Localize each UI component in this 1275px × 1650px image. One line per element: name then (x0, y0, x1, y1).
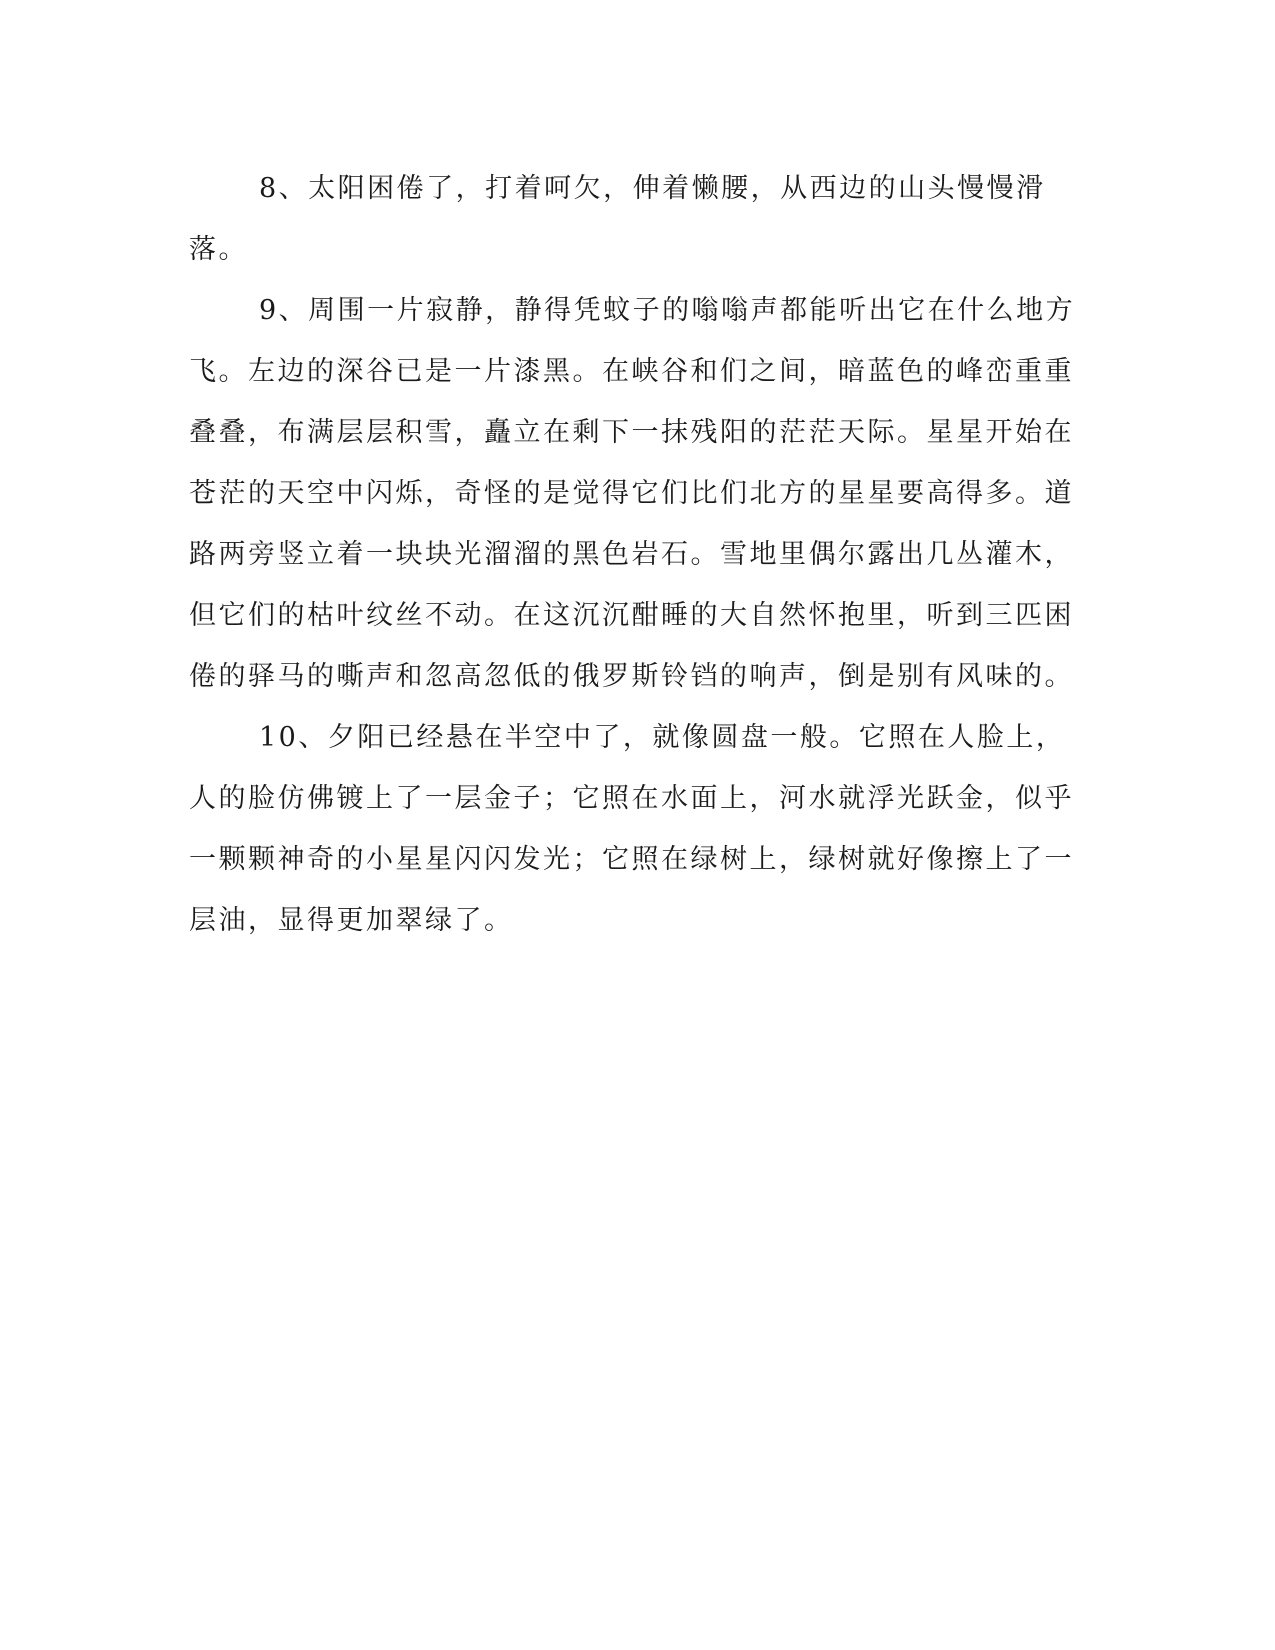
document-body (189, 158, 1089, 951)
paragraph-10: 10、夕阳已经悬在半空中了，就像圆盘一般。它照在人脸上，人的脸仿佛镀上了一层金子；它照在水面上，河水就浮光跃金，似乎一颗颗神奇的小星星闪闪发光；它照在绿树上，绿树就好像擦上了一层油，显得更加翠绿了。 (189, 722, 1074, 936)
paragraph-8: 8、太阳困倦了，打着呵欠，伸着懒腰，从西边的山头慢慢滑落。 (189, 173, 1046, 265)
paragraph-9: 9、周围一片寂静，静得凭蚊子的嗡嗡声都能听出它在什么地方飞。左边的深谷已是一片漆黑。在峡谷和们之间，暗蓝色的峰峦重重叠叠，布满层层积雪，矗立在剩下一抹残阳的茫茫天际。星星开始在苍茫的天空中闪烁，奇怪的是觉得它们比们北方的星星要高得多。道路两旁竖立着一块块光溜溜的黑色岩石。雪地里偶尔露出几丛灌木，但它们的枯叶纹丝不动。在这沉沉酣睡的大自然怀抱里，听到三匹困倦的驿马的嘶声和忽高忽低的俄罗斯铃铛的响声，倒是别有风味的。 (189, 295, 1076, 692)
